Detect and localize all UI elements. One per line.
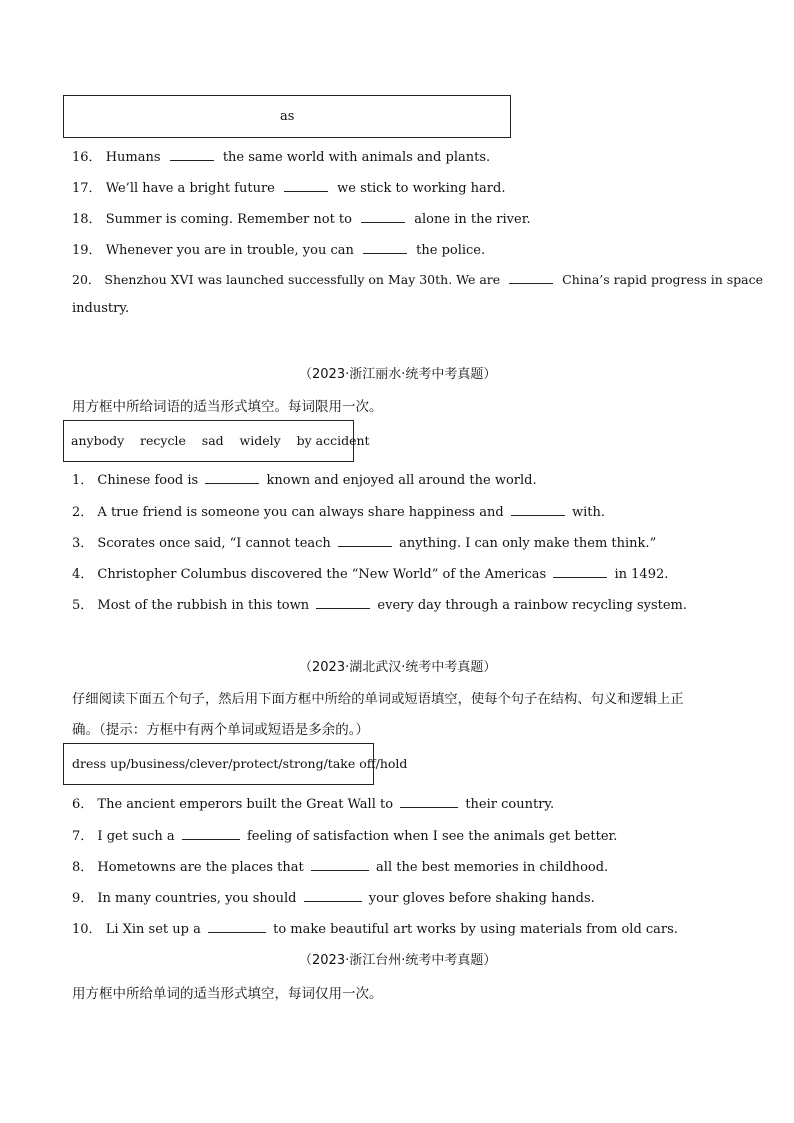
- question-text-after: alone in the river.: [414, 212, 531, 227]
- question-text-before: Summer is coming. Remember not to: [105, 212, 352, 227]
- question-16: [72, 146, 490, 165]
- question-number: 7．: [72, 829, 94, 844]
- question-text-after: your gloves before shaking hands.: [368, 891, 595, 906]
- source-label-lishui: （2023·浙江丽水·统考中考真题）: [299, 367, 497, 382]
- question-number: 20．: [72, 272, 101, 287]
- question-7: [72, 825, 617, 844]
- question-number: 2．: [72, 505, 94, 520]
- question-text-before: We’ll have a bright future: [105, 181, 275, 196]
- word-box-1: [63, 95, 511, 138]
- question-number: 1．: [72, 473, 94, 488]
- question-text-before: Humans: [105, 150, 161, 165]
- answer-blank[interactable]: [509, 272, 553, 284]
- question-text-after: their country.: [465, 797, 555, 812]
- answer-blank[interactable]: [284, 180, 328, 192]
- answer-blank[interactable]: [208, 921, 266, 933]
- question-3: [72, 532, 656, 551]
- question-text-after: every day through a rainbow recycling system.: [377, 598, 688, 613]
- question-text-after: feeling of satisfaction when I see the animals get better.: [246, 829, 618, 844]
- question-number: 10．: [72, 922, 102, 937]
- question-text-after: known and enjoyed all around the world.: [266, 473, 537, 488]
- word-box-2-text: anybody recycle sad widely by accident: [71, 433, 370, 448]
- answer-blank[interactable]: [553, 566, 607, 578]
- source-label-taizhou: （2023·浙江台州·统考中考真题）: [299, 953, 497, 968]
- question-text-after: China’s rapid progress in space: [562, 272, 764, 287]
- word-box-3-text: dress up/business/clever/protect/strong/take off/hold: [72, 756, 408, 771]
- question-number: 6．: [72, 797, 94, 812]
- question-17: [72, 177, 505, 196]
- question-text-before: The ancient emperors built the Great Wall to: [97, 797, 394, 812]
- answer-blank[interactable]: [182, 828, 240, 840]
- question-text-before: Hometowns are the places that: [97, 860, 304, 875]
- question-text-after: anything. I can only make them think.”: [399, 536, 657, 551]
- question-text-before: A true friend is someone you can always share happiness and: [97, 505, 504, 520]
- question-18: [72, 208, 531, 227]
- question-number: 4．: [72, 567, 94, 582]
- question-text-before: I get such a: [97, 829, 175, 844]
- question-text-after: in 1492.: [614, 567, 669, 582]
- question-text-before: Most of the rubbish in this town: [97, 598, 310, 613]
- question-text-after: all the best memories in childhood.: [376, 860, 609, 875]
- question-2: [72, 501, 605, 520]
- instruction-wuhan-line2: 确。（提示：方框中有两个单词或短语是多余的。）: [72, 722, 369, 738]
- question-number: 18．: [72, 212, 102, 227]
- question-text-after: with.: [571, 505, 605, 520]
- word-box-1-text: as: [280, 109, 295, 124]
- question-10: [72, 918, 678, 937]
- question-text-before: Li Xin set up a: [105, 922, 201, 937]
- question-text-before: Whenever you are in trouble, you can: [105, 243, 354, 258]
- question-4: [72, 563, 668, 582]
- question-text-before: Shenzhou XVI was launched successfully on May 30th. We are: [104, 272, 501, 287]
- question-19: [72, 239, 485, 258]
- instruction-taizhou: 用方框中所给单词的适当形式填空，每词仅用一次。: [72, 986, 383, 1002]
- instruction-lishui: 用方框中所给词语的适当形式填空。每词限用一次。: [72, 399, 383, 415]
- question-1: [72, 469, 537, 488]
- question-number: 9．: [72, 891, 94, 906]
- question-8: [72, 856, 608, 875]
- question-number: 3．: [72, 536, 94, 551]
- question-text-before: Christopher Columbus discovered the “New World” of the Americas: [97, 567, 547, 582]
- answer-blank[interactable]: [205, 472, 259, 484]
- answer-blank[interactable]: [304, 890, 362, 902]
- question-6: [72, 793, 554, 812]
- question-5: [72, 594, 687, 613]
- source-label-wuhan: （2023·湖北武汉·统考中考真题）: [299, 660, 497, 675]
- question-20-continuation: industry.: [72, 301, 130, 316]
- answer-blank[interactable]: [363, 242, 407, 254]
- answer-blank[interactable]: [311, 859, 369, 871]
- question-number: 19．: [72, 243, 102, 258]
- question-9: [72, 887, 595, 906]
- question-text-after: we stick to working hard.: [337, 181, 506, 196]
- question-text-before: Scorates once said, “I cannot teach: [97, 536, 331, 551]
- question-number: 17．: [72, 181, 102, 196]
- question-number: 5．: [72, 598, 94, 613]
- question-text-after: to make beautiful art works by using materials from old cars.: [273, 922, 678, 937]
- question-number: 8．: [72, 860, 94, 875]
- word-box-3: [63, 743, 408, 785]
- question-text-after: the police.: [416, 243, 486, 258]
- answer-blank[interactable]: [338, 535, 392, 547]
- word-box-2: [63, 420, 370, 462]
- answer-blank[interactable]: [400, 796, 458, 808]
- answer-blank[interactable]: [361, 211, 405, 223]
- question-number: 16．: [72, 150, 102, 165]
- question-text-after: the same world with animals and plants.: [222, 150, 491, 165]
- question-20: [72, 270, 763, 288]
- question-text-before: In many countries, you should: [97, 891, 297, 906]
- answer-blank[interactable]: [170, 149, 214, 161]
- instruction-wuhan-line1: 仔细阅读下面五个句子，然后用下面方框中所给的单词或短语填空，使每个句子在结构、句义和逻辑上正: [72, 692, 684, 707]
- question-text-before: Chinese food is: [97, 473, 199, 488]
- answer-blank[interactable]: [316, 597, 370, 609]
- answer-blank[interactable]: [511, 504, 565, 516]
